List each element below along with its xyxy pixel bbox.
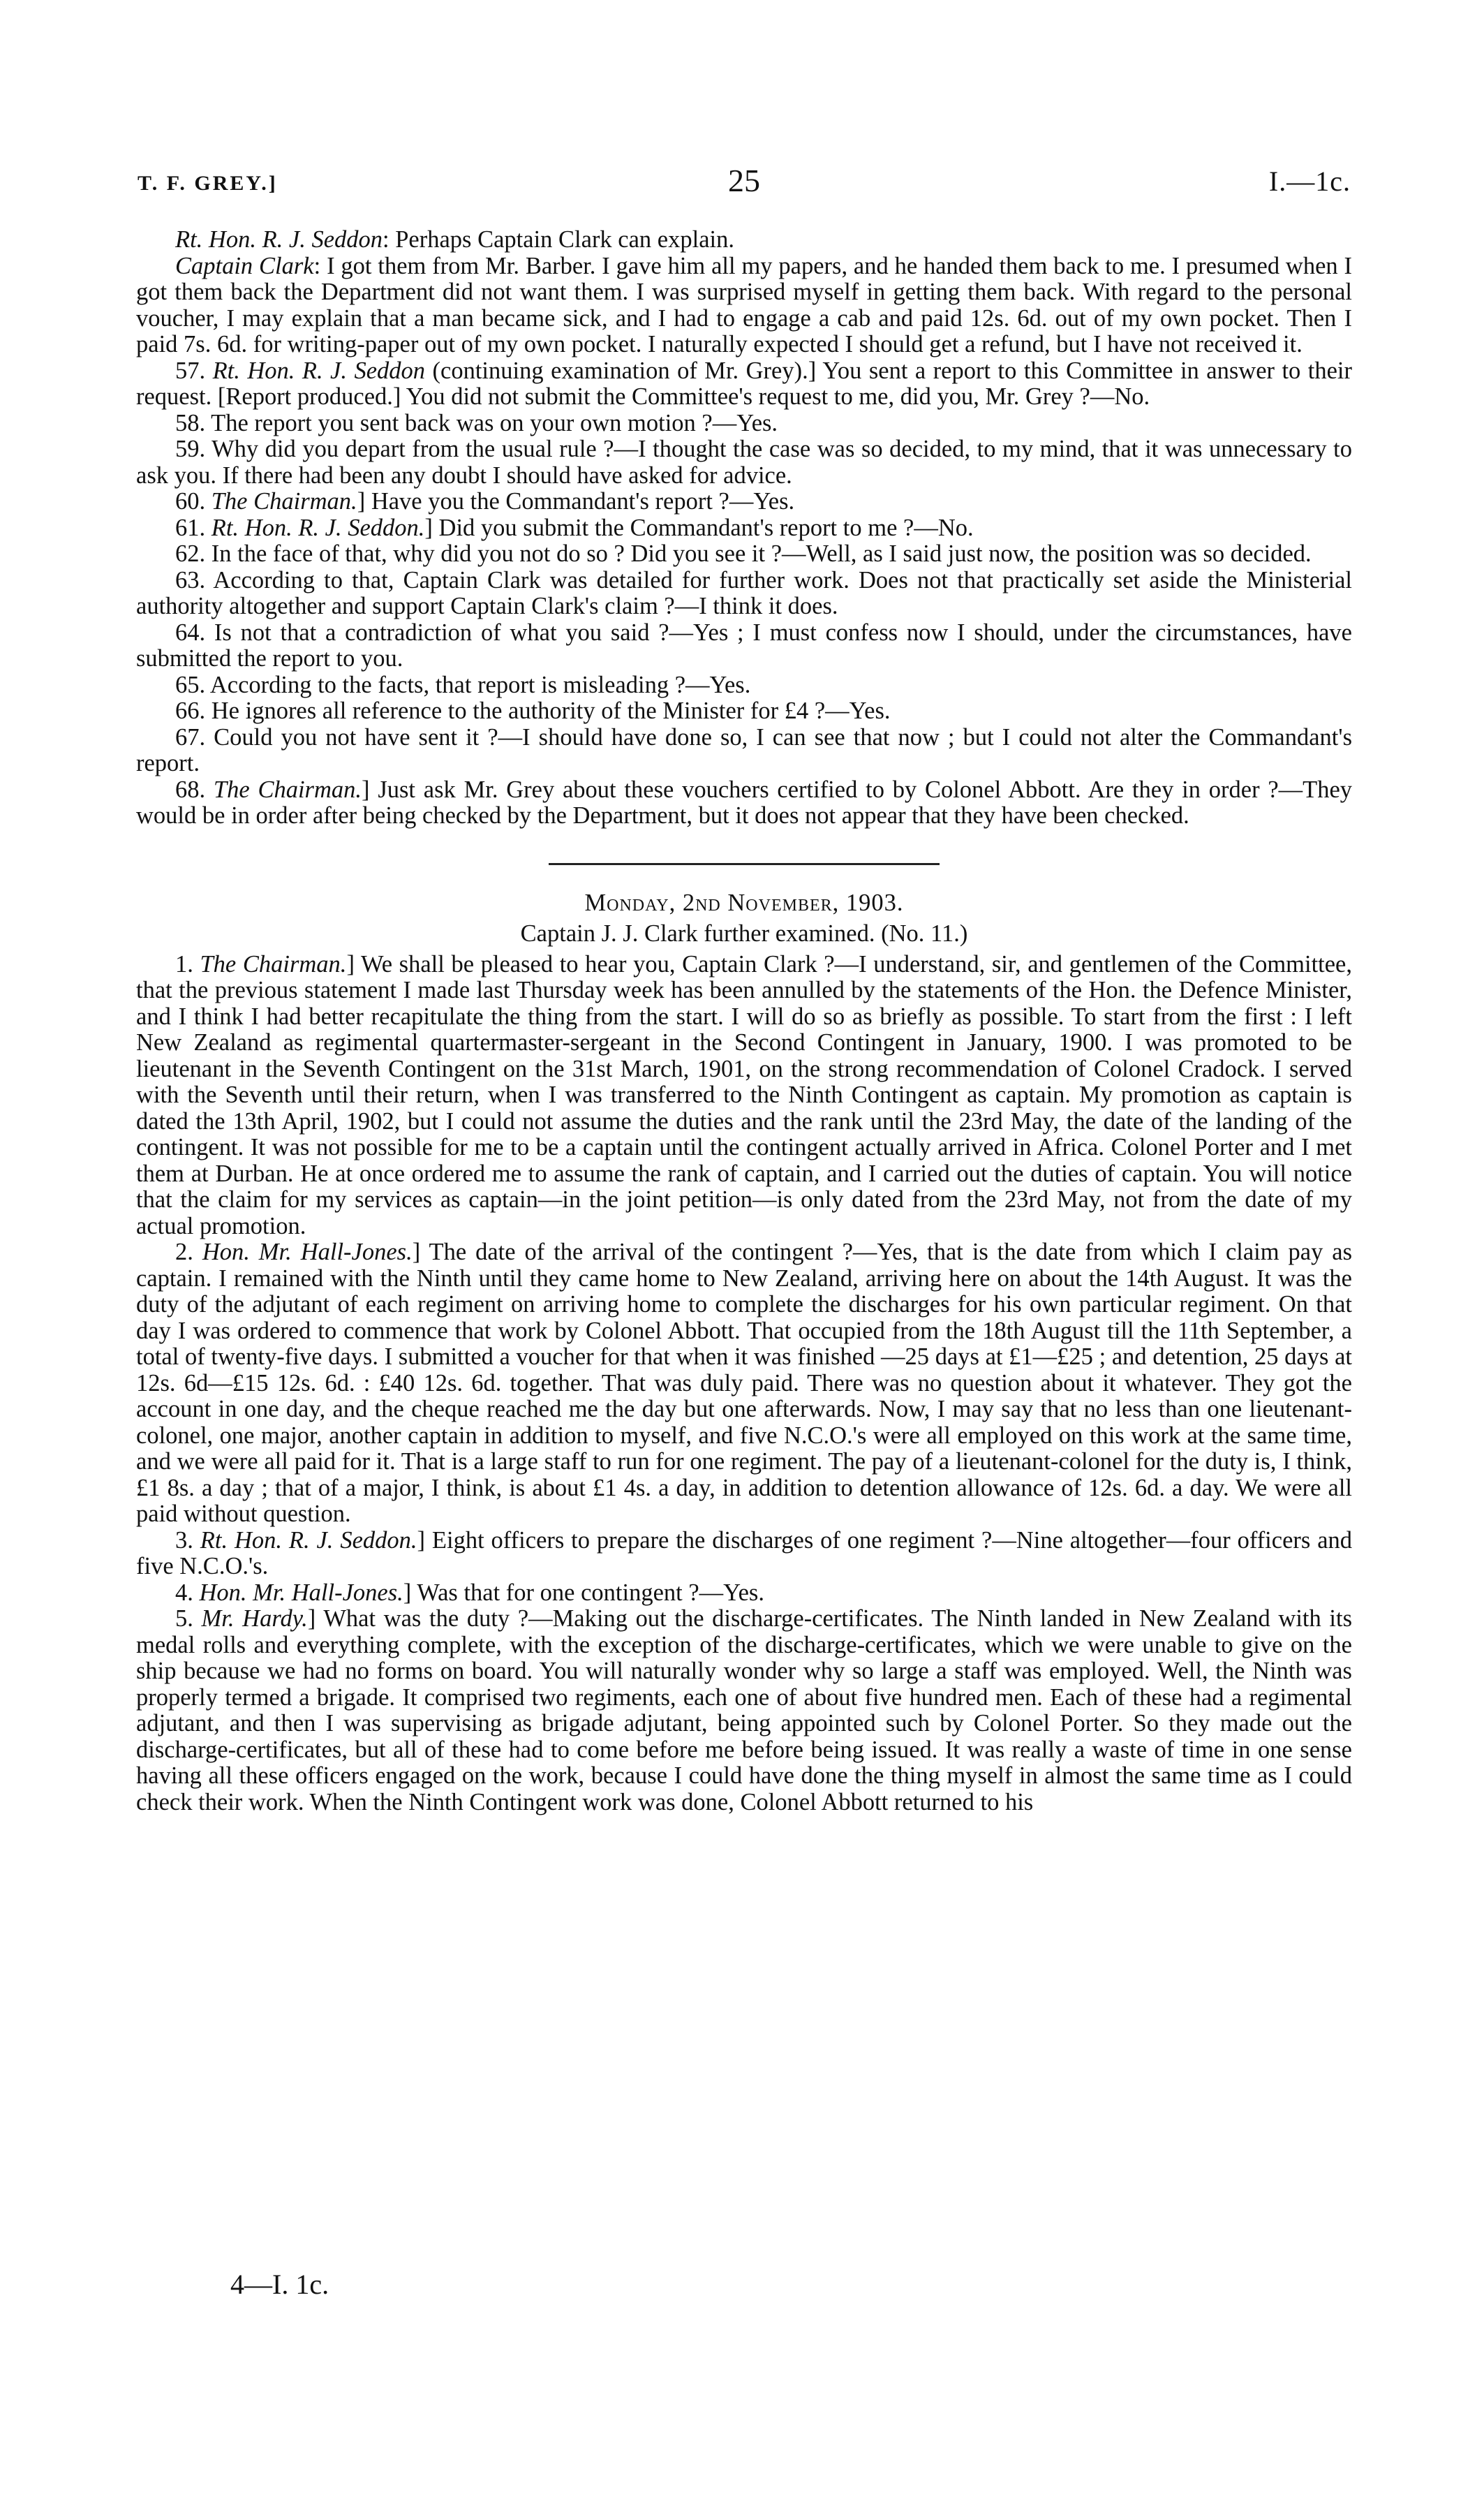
paragraph-text: What was the duty ?—Making out the discharge-certificates. The Ninth landed in New Zealand with its medal rolls and everything complete, with the exception of the discharge-certificates, which we were unable to give on the ship because we had no forms on board. You will naturally wonder why so large a staff was employed. Well, the Ninth was properly termed a brigade. It comprised two regiments, each one of about five hundred men. Each of these had a regimental adjutant, and then I was supervising as brigade adjutant, being appointed such by Colonel Porter. So they made out the discharge-certificates, but all of these had to come before me before being issued. It was really a waste of time in one sense having all these officers engaged on the work, because I could have done the thing myself in almost the same time as I could check their work. When the Ninth Contingent work was done, Colonel Abbott returned to his <box>136 1605 1353 1815</box>
testimony-paragraph <box>136 620 1352 672</box>
testimony-paragraph <box>136 515 1352 542</box>
page-number: 25 <box>728 163 760 198</box>
printer-signature: 4—I. 1c. <box>230 2269 329 2300</box>
speaker-name: Rt. Hon. R. J. Seddon <box>175 226 383 253</box>
speaker-separator: : <box>383 226 389 253</box>
question-number: 57. <box>175 357 206 384</box>
paragraph-text: Why did you depart from the usual rule ?—I thought the case was so decided, to my mind, that it was unnecessary to ask you. If there had been any doubt I should have asked for advice. <box>136 436 1352 489</box>
paragraph-text: The date of the arrival of the contingent ?—Yes, that is the date from which I claim pay as captain. I remained with the Ninth until they came home to New Zealand, arriving here on about the 14th August. It was the duty of the adjutant of each regiment on arriving home to complete the discharges for his own particular regiment. On that day I was ordered to commence that work by Colonel Abbott. That occupied from the 18th August till the 11th September, a total of twenty-five days. I submitted a voucher for that when it was finished —25 days at £1—£25 ; and detention, 25 days at 12s. 6d—£15 12s. 6d. : £40 12s. 6d. together. That was duly paid. There was no question about it whatever. They got the account in one day, and the cheque reached me the day but one afterwards. Now, I may say that no less than one lieutenant-colonel, one major, another captain in addition to myself, and five N.C.O.'s were all employed on this work at the same time, and we were all paid for it. That is a large staff to run for one regiment. The pay of a lieutenant-colonel for the duty is, I think, £1 8s. a day ; that of a major, I think, is about £1 4s. a day, in addition to detention allowance of 12s. 6d. a day. We were all paid without question. <box>136 1239 1352 1527</box>
question-number: 3. <box>175 1526 193 1554</box>
paragraph-text: Have you the Commandant's report ?—Yes. <box>371 488 795 515</box>
speaker-name: Rt. Hon. R. J. Seddon. <box>200 1526 417 1554</box>
paragraph-text: Could you not have sent it ?—I should have done so, I can see that now ; but I could not alter the Commandant's report. <box>136 723 1353 776</box>
speaker-name: Rt. Hon. R. J. Seddon. <box>211 514 425 541</box>
testimony-paragraph <box>136 253 1352 358</box>
testimony-paragraph <box>136 541 1352 568</box>
question-number: 62. <box>175 540 206 567</box>
testimony-paragraph <box>136 1239 1352 1528</box>
examination-grey-continued <box>136 227 1352 830</box>
question-number: 64. <box>175 619 206 646</box>
speaker-name: Rt. Hon. R. J. Seddon <box>212 357 426 384</box>
paragraph-text: We shall be pleased to hear you, Captain Clark ?—I understand, sir, and gentlemen of the Committee, that the previous statement I made last Thursday week has been annulled by the statements of the Hon. the Defence Minister, and I think I had better recapitulate the thing from the start. I will do so as briefly as possible. To start from the first : I left New Zealand as regimental quartermaster-sergeant in the Second Contingent in January, 1900. I was promoted to be lieutenant in the Seventh Contingent on the 31st March, 1901, on the strong recommendation of Colonel Cradock. I served with the Seventh until their return, when I was transferred to the Ninth Contingent as captain. My promotion as captain is dated the 13th April, 1902, but I could not assume the duties and the rank until the 23rd May, the date of the landing of the contingent. It was not possible for me to be a captain until the contingent actually arrived in Africa. Colonel Porter and I met them at Durban. He at once ordered me to assume the rank of captain, and I carried out the duties of captain. You will notice that the claim for my services as captain—in the joint petition—is only dated from the 23rd May, not from the date of my actual promotion. <box>136 950 1352 1239</box>
question-number: 61. <box>175 514 206 541</box>
speaker-name: Hon. Mr. Hall-Jones. <box>199 1579 403 1606</box>
testimony-paragraph <box>136 1528 1352 1580</box>
question-number: 1. <box>175 950 193 978</box>
question-number: 58. <box>175 409 206 436</box>
speaker-separator: (continuing examination of Mr. Grey).] <box>432 357 817 384</box>
paragraph-text: Did you submit the Commandant's report to me ?—No. <box>438 514 974 541</box>
testimony-paragraph <box>136 672 1352 699</box>
speaker-separator: ] <box>357 488 366 515</box>
testimony-paragraph <box>136 725 1352 777</box>
paragraph-text: He ignores all reference to the authority of the Minister for £4 ?—Yes. <box>211 698 891 724</box>
paragraph-text: In the face of that, why did you not do so ? Did you see it ?—Well, as I said just now, the position was so decided. <box>211 540 1312 567</box>
question-number: 68. <box>175 776 206 803</box>
question-number: 67. <box>175 723 206 751</box>
testimony-paragraph <box>136 489 1352 515</box>
question-number: 5. <box>175 1605 193 1632</box>
page-header <box>138 162 1351 204</box>
section-divider <box>549 863 940 865</box>
speaker-separator: ] <box>412 1239 421 1265</box>
testimony-paragraph <box>136 227 1352 253</box>
speaker-separator: ] <box>424 514 433 541</box>
question-number: 65. <box>175 671 206 698</box>
testimony-paragraph <box>136 568 1352 620</box>
question-number: 66. <box>175 698 206 724</box>
document-body <box>136 227 1352 1815</box>
paragraph-text: According to the facts, that report is misleading ?—Yes. <box>209 671 751 698</box>
question-number: 2. <box>175 1239 193 1265</box>
speaker-name: Captain Clark <box>175 252 314 279</box>
speaker-separator: ] <box>403 1579 412 1606</box>
speaker-name: The Chairman. <box>200 950 347 978</box>
testimony-paragraph <box>136 952 1352 1240</box>
testimony-paragraph <box>136 411 1352 437</box>
paragraph-text: According to that, Captain Clark was detailed for further work. Does not that practically set aside the Ministerial authority altogether and support Captain Clark's claim ?—I think it does. <box>136 566 1352 619</box>
header-witness-name: T. F. GREY.] <box>138 172 278 195</box>
header-paper-reference: I.—1c. <box>1268 165 1351 197</box>
paragraph-text: Was that for one contingent ?—Yes. <box>417 1579 764 1606</box>
paragraph-text: Just ask Mr. Grey about these vouchers certified to by Colonel Abbott. Are they in order ?—They would be in order after being checked by the Department, but it does not appear that they have been checked. <box>136 776 1353 829</box>
paragraph-text: Eight officers to prepare the discharges of one regiment ?—Nine altogether—four officers and five N.C.O.'s. <box>136 1526 1353 1579</box>
examination-clark <box>136 952 1352 1816</box>
testimony-paragraph <box>136 777 1352 830</box>
speaker-separator: ] <box>346 950 355 978</box>
speaker-separator: ] <box>362 776 370 803</box>
testimony-paragraph <box>136 358 1352 411</box>
speaker-separator: : <box>313 252 321 279</box>
speaker-name: The Chairman. <box>213 776 362 803</box>
paragraph-text: You sent a report to this Committee in answer to their request. [Report produced.] You did not submit the Committee's request to me, did you, Mr. Grey ?—No. <box>136 357 1352 410</box>
paragraph-text: Perhaps Captain Clark can explain. <box>395 226 734 253</box>
paragraph-text: Is not that a contradiction of what you said ?—Yes ; I must confess now I should, under the circumstances, have submitted the report to you. <box>136 619 1352 672</box>
speaker-name: The Chairman. <box>211 488 357 515</box>
testimony-paragraph <box>136 1606 1352 1815</box>
question-number: 4. <box>175 1579 193 1606</box>
question-number: 60. <box>175 488 206 515</box>
sitting-date: Monday, 2nd November, 1903. <box>584 889 904 916</box>
testimony-paragraph <box>136 1580 1352 1607</box>
paragraph-text: The report you sent back was on your own motion ?—Yes. <box>211 409 778 436</box>
speaker-name: Mr. Hardy. <box>201 1605 308 1632</box>
testimony-paragraph <box>136 698 1352 725</box>
speaker-separator: ] <box>307 1605 316 1632</box>
speaker-separator: ] <box>417 1526 426 1554</box>
question-number: 59. <box>175 436 206 462</box>
speaker-name: Hon. Mr. Hall-Jones. <box>202 1239 413 1265</box>
witness-heading: Captain J. J. Clark further examined. (No. 11.) <box>520 920 968 947</box>
question-number: 63. <box>175 566 206 594</box>
paragraph-text: I got them from Mr. Barber. I gave him all my papers, and he handed them back to me. I presumed when I got them back the Department did not want them. I was surprised myself in getting them back. With regard to the personal voucher, I may explain that a man became sick, and I had to engage a cab and paid 12s. 6d. out of my own pocket. Then I paid 7s. 6d. for writing-paper out of my own pocket. I naturally expected I should get a refund, but I have not received it. <box>136 252 1352 357</box>
testimony-paragraph <box>136 436 1352 489</box>
